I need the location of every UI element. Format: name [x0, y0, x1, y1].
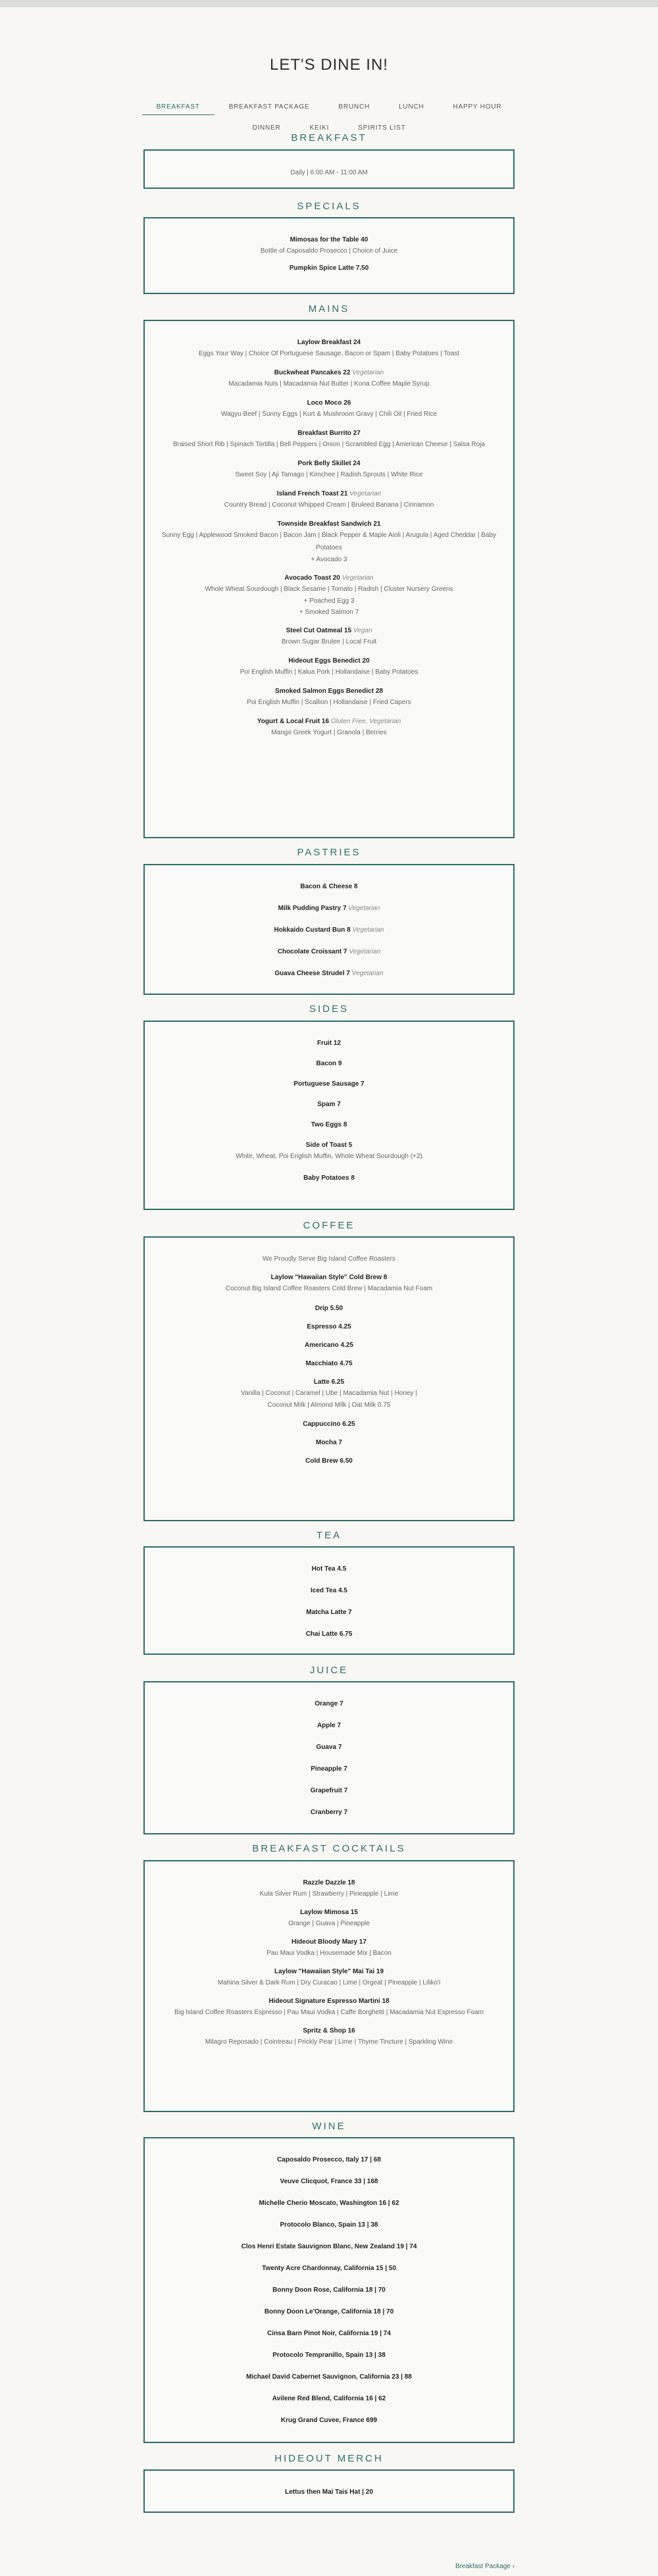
menu-item-name-row	[151, 1100, 507, 1109]
menu-item-name-row	[151, 1141, 507, 1150]
menu-item-name: Guava 7	[316, 1744, 342, 1751]
menu-item	[151, 1700, 507, 1709]
menu-item-name: Bacon 9	[316, 1060, 342, 1067]
menu-item	[151, 2329, 507, 2338]
menu-item-name-row	[151, 1879, 507, 1888]
tab-brunch[interactable]: BRUNCH	[338, 103, 370, 111]
menu-item-name: Hot Tea 4.5	[311, 1565, 347, 1573]
menu-item-name-row	[151, 1565, 507, 1574]
page-title: LET'S DINE IN!	[270, 56, 388, 74]
dietary-tag: Vegetarian	[348, 905, 380, 912]
menu-item-description: Milagro Reposado | Cointreau | Prickly Pear | Lime | Thyme Tincture | Sparkling Wine	[205, 2038, 453, 2046]
menu-item-name-row	[151, 1174, 507, 1183]
menu-item-name-row	[151, 1967, 507, 1977]
menu-item	[151, 1565, 507, 1574]
menu-item-description: Brown Sugar Brulee | Local Fruit	[281, 638, 377, 645]
menu-item-name: Latte 6.25	[313, 1378, 345, 1386]
menu-item-name-row	[151, 1080, 507, 1089]
menu-item-name-row	[151, 969, 507, 978]
dietary-tag: Vegetarian	[352, 926, 384, 934]
menu-item	[151, 1121, 507, 1130]
menu-item-name: Laylow "Hawaiian Style" Cold Brew 8	[270, 1274, 388, 1281]
menu-item-name: Spritz & Shop 16	[303, 2027, 355, 2034]
section-box-wine	[143, 2137, 515, 2443]
menu-item-name-row	[151, 904, 507, 913]
menu-item	[151, 2394, 507, 2404]
menu-item-name-row	[151, 1700, 507, 1709]
menu-item	[151, 1039, 507, 1048]
menu-item-name-row	[151, 2373, 507, 2382]
menu-item-name-row	[151, 1743, 507, 1752]
menu-item-name: Macchiato 4.75	[305, 1360, 353, 1367]
menu-item-name: Guava Cheese Strudel 7	[274, 970, 350, 977]
section-title-specials: SPECIALS	[297, 201, 361, 212]
menu-item	[151, 1323, 507, 1332]
menu-item-name-row	[151, 2286, 507, 2295]
menu-item	[151, 1765, 507, 1774]
menu-item-name-row	[151, 1765, 507, 1774]
menu-item-name: Pumpkin Spice Latte 7.50	[289, 265, 369, 272]
menu-item	[151, 1743, 507, 1752]
menu-item-name: Avilene Red Blend, California 16 | 62	[272, 2395, 386, 2402]
menu-item-name: Drip 5.50	[315, 1305, 343, 1312]
menu-item-name: Avocado Toast 20	[284, 574, 340, 582]
menu-item	[151, 717, 507, 739]
menu-item	[151, 657, 507, 678]
menu-item-name: Grapefruit 7	[310, 1787, 348, 1794]
menu-item	[151, 2027, 507, 2048]
tab-happy-hour[interactable]: HAPPY HOUR	[453, 103, 502, 111]
menu-item-name: Krug Grand Cuvee, France 699	[280, 2417, 378, 2424]
menu-item-name-row	[151, 1438, 507, 1448]
menu-item-name: Cold Brew 6.50	[305, 1457, 353, 1465]
menu-item	[151, 1080, 507, 1089]
dietary-tag: Vegetarian	[342, 574, 374, 582]
menu-item	[151, 1997, 507, 2019]
section-box-mains	[143, 320, 515, 838]
menu-item-description: White, Wheat, Poi English Muffin, Whole Wheat Sourdough (+2)	[236, 1153, 422, 1160]
menu-item	[151, 2373, 507, 2382]
menu-item-name-row	[151, 264, 507, 273]
menu-item-name: Hideout Signature Espresso Martini 18	[268, 1998, 390, 2005]
menu-item-name: Mimosas for the Table 40	[290, 236, 368, 243]
menu-item-name-row	[151, 1608, 507, 1617]
menu-item-description: Eggs Your Way | Choice Of Portuguese Sausage, Bacon or Spam | Baby Potatoes | Toast	[198, 350, 460, 357]
menu-item	[151, 2177, 507, 2186]
section-title-tea: TEA	[316, 1530, 342, 1541]
menu-tabs-row-1	[0, 101, 658, 115]
dietary-tag: Gluten Free, Vegetarian	[330, 718, 401, 725]
menu-item	[151, 1586, 507, 1596]
dietary-tag: Vegan	[353, 627, 372, 634]
menu-item-name: Mocha 7	[315, 1439, 342, 1446]
menu-item-name: Cranberry 7	[310, 1809, 348, 1816]
menu-item-name: Protocolo Tempranillo, Spain 13 | 38	[272, 2352, 386, 2359]
menu-item	[151, 1808, 507, 1817]
menu-item-name: Breakfast Burrito 27	[297, 430, 361, 437]
menu-item-name: Michelle Cherio Moscato, Washington 16 | 62	[259, 2200, 399, 2207]
menu-item	[151, 947, 507, 957]
menu-item	[151, 904, 507, 913]
menu-item-name-row	[151, 2264, 507, 2273]
menu-item	[151, 459, 507, 481]
menu-item	[151, 264, 507, 273]
menu-item-name: Yogurt & Local Fruit 16	[257, 718, 330, 725]
menu-item	[151, 1359, 507, 1369]
tab-spirits-list[interactable]: SPIRITS LIST	[358, 124, 406, 132]
section-box-breakfast	[143, 149, 515, 189]
menu-item-name-row	[151, 520, 507, 529]
menu-item-name: Steel Cut Oatmeal 15	[286, 627, 352, 634]
section-box-specials	[143, 217, 515, 294]
menu-item-name: Chocolate Croissant 7	[277, 948, 347, 955]
browser-top-bar	[0, 0, 658, 7]
menu-item-name: Clos Henri Estate Sauvignon Blanc, New Zealand 19 | 74	[241, 2243, 417, 2250]
menu-item	[151, 1341, 507, 1350]
menu-item-name-row	[151, 2156, 507, 2165]
menu-item	[151, 1273, 507, 1295]
menu-item-name: Michael David Cabernet Sauvignon, California 23 | 88	[246, 2373, 412, 2381]
section-note: We Proudly Serve Big Island Coffee Roasters	[263, 1255, 395, 1263]
menu-item-name: Hideout Bloody Mary 17	[291, 1938, 367, 1946]
menu-item-name-row	[151, 1997, 507, 2006]
menu-item-name: Smoked Salmon Eggs Benedict 28	[275, 688, 383, 695]
menu-item	[151, 1721, 507, 1730]
menu-item	[151, 2156, 507, 2165]
section-title-juice: JUICE	[309, 1665, 349, 1676]
menu-item-name-row	[151, 1457, 507, 1466]
menu-item-name-row	[151, 1323, 507, 1332]
menu-item-name: Bonny Doon Le'Orange, California 18 | 70	[264, 2308, 394, 2315]
menu-item	[151, 1608, 507, 1617]
menu-item-description: Pau Maui Vodka | Housemade Mix | Bacon	[266, 1950, 392, 1957]
section-box-sides	[143, 1021, 515, 1210]
dietary-tag: Vegetarian	[349, 948, 381, 955]
menu-item-description: Mahina Silver & Dark Rum | Dry Curacao | Lime | Orgeat | Pineapple | Liliko'i	[217, 1979, 441, 1986]
menu-item-name: Iced Tea 4.5	[311, 1587, 347, 1594]
section-note: Daily | 6:00 AM - 11:00 AM	[290, 169, 368, 176]
menu-item-description: Braised Short Rib | Spinach Tortilla | Bell Peppers | Onion | Scrambled Egg | American Cheese | Salsa Roja	[173, 441, 485, 448]
menu-item-name-row	[151, 368, 507, 378]
menu-item	[151, 1304, 507, 1313]
menu-item-name-row	[151, 947, 507, 957]
section-box-coffee	[143, 1236, 515, 1521]
menu-item	[151, 1255, 507, 1264]
menu-item-name-row	[151, 429, 507, 438]
section-box-pastries	[143, 864, 515, 995]
menu-item-name-row	[151, 1359, 507, 1369]
menu-item-name-row	[151, 490, 507, 499]
menu-item-name: Pork Belly Skillet 24	[297, 460, 361, 467]
menu-item-name-row	[151, 2394, 507, 2404]
menu-item	[151, 168, 507, 178]
menu-item	[151, 236, 507, 257]
menu-item-name-row	[151, 236, 507, 245]
menu-item-name-row	[151, 574, 507, 583]
menu-item	[151, 1967, 507, 1989]
menu-item-name-row	[151, 2329, 507, 2338]
section-box-juice	[143, 1681, 515, 1834]
tab-keiki[interactable]: KEIKI	[309, 124, 330, 132]
menu-item-name-row	[151, 2416, 507, 2425]
menu-item	[151, 2488, 507, 2497]
menu-item-description: Poi English Muffin | Scallion | Hollandaise | Fried Capers	[247, 699, 411, 706]
menu-item-name-row	[151, 882, 507, 892]
tab-breakfast-package[interactable]: BREAKFAST PACKAGE	[228, 103, 310, 111]
menu-item-name-row	[151, 1304, 507, 1313]
menu-item-name-row	[151, 1908, 507, 1917]
menu-item-name-row	[151, 687, 507, 696]
menu-item-addon: Coconut Milk | Almond Milk | Oat Milk 0.75	[267, 1402, 391, 1409]
menu-item-name-row	[151, 717, 507, 726]
menu-item-name: Side of Toast 5	[305, 1142, 353, 1149]
menu-item	[151, 574, 507, 618]
menu-item	[151, 429, 507, 451]
menu-item-name: Baby Potatoes 8	[303, 1174, 355, 1182]
menu-item-name: Hokkaido Custard Bun 8	[274, 926, 351, 934]
menu-item-description: Sunny Egg | Applewood Smoked Bacon | Bacon Jam | Black Pepper & Maple Aioli | Arugula | Aged Cheddar | Baby Potatoes	[161, 532, 497, 551]
menu-item-name-row	[151, 1630, 507, 1639]
menu-item-name: Apple 7	[316, 1722, 342, 1729]
dietary-tag: Vegetarian	[351, 970, 384, 977]
menu-item-addon: + Poached Egg 3	[303, 597, 355, 605]
section-title-breakfast: BREAKFAST	[291, 132, 367, 143]
menu-item-name-row	[151, 2027, 507, 2036]
menu-item	[151, 1938, 507, 1959]
menu-item-description: Coconut Big Island Coffee Roasters Cold Brew | Macadamia Nut Foam	[225, 1285, 433, 1292]
menu-item-name-row	[151, 2488, 507, 2497]
menu-item-name: Milk Pudding Pastry 7	[278, 905, 347, 912]
menu-item-description: Poi English Muffin | Kalua Pork | Hollandaise | Baby Potatoes	[240, 669, 418, 676]
menu-item	[151, 1630, 507, 1639]
section-box-tea	[143, 1546, 515, 1655]
section-title-wine: WINE	[312, 2121, 346, 2132]
section-title-mains: MAINS	[308, 303, 350, 315]
menu-item	[151, 1457, 507, 1466]
tab-dinner[interactable]: DINNER	[252, 124, 281, 132]
menu-item-name: Cinsa Barn Pinot Noir, California 19 | 74	[267, 2330, 391, 2337]
menu-item-description: Orange | Guava | Pineapple	[288, 1920, 370, 1927]
menu-item-name-row	[151, 1786, 507, 1796]
section-box-hideout-merch	[143, 2469, 515, 2513]
chevron-right-icon: ›	[512, 2563, 515, 2570]
menu-item-name-row	[151, 657, 507, 666]
menu-item-description: Vanilla | Coconut | Caramel | Ube | Macadamia Nut | Honey |	[241, 1390, 417, 1397]
menu-item-name: Veuve Clicquot, France 33 | 168	[280, 2178, 378, 2185]
menu-item	[151, 368, 507, 390]
menu-item	[151, 1420, 507, 1429]
menu-item	[151, 520, 507, 565]
menu-item-name-row	[151, 459, 507, 468]
menu-item	[151, 926, 507, 935]
menu-item-description: Big Island Coffee Roasters Espresso | Pau Maui Vodka | Caffe Borghetti | Macadamia Nut Espresso Foam	[174, 2009, 484, 2016]
menu-item	[151, 626, 507, 648]
menu-item	[151, 1908, 507, 1930]
menu-item-name: Laylow Breakfast 24	[297, 339, 361, 346]
menu-item-name: Espresso 4.25	[307, 1323, 351, 1330]
menu-item-name: Bacon & Cheese 8	[300, 883, 358, 890]
menu-item-addon: + Avocado 3	[311, 556, 347, 563]
menu-item	[151, 1141, 507, 1163]
menu-item-description: Country Bread | Coconut Whipped Cream | Bruleed Banana | Cinnamon	[224, 501, 434, 509]
menu-item	[151, 1879, 507, 1900]
menu-item	[151, 2264, 507, 2273]
tab-breakfast[interactable]: BREAKFAST	[142, 101, 215, 115]
menu-item-name: Island French Toast 21	[276, 490, 348, 497]
menu-item-description: Whole Wheat Sourdough | Black Sesame | Tomato | Radish | Cluster Nursery Greens	[205, 586, 453, 593]
menu-item-name-row	[151, 1721, 507, 1730]
menu-item-name: Protocolo Blanco, Spain 13 | 38	[280, 2221, 378, 2229]
menu-item-name-row	[151, 399, 507, 408]
menu-item-name: Laylow "Hawaiian Style" Mai Tai 19	[274, 1968, 384, 1975]
menu-item-name: Spam 7	[317, 1101, 341, 1108]
menu-item-name: Bonny Doon Rose, California 18 | 70	[272, 2286, 386, 2294]
menu-item-name: Caposaldo Prosecco, Italy 17 | 68	[277, 2156, 381, 2163]
menu-item-name: Twenty Acre Chardonnay, California 15 | 50	[262, 2265, 396, 2272]
menu-item-name-row	[151, 2351, 507, 2360]
menu-item-name: Lettus then Mai Tais Hat | 20	[285, 2488, 373, 2496]
menu-item	[151, 1100, 507, 1109]
section-box-breakfast-cocktails	[143, 1860, 515, 2112]
menu-item	[151, 2416, 507, 2425]
menu-item-name: Fruit 12	[316, 1040, 342, 1047]
menu-item-name: Razzle Dazzle 18	[303, 1879, 355, 1886]
section-title-pastries: PASTRIES	[297, 847, 361, 858]
menu-item	[151, 687, 507, 709]
section-title-breakfast-cocktails: BREAKFAST COCKTAILS	[252, 1843, 406, 1854]
menu-item-addon: + Smoked Salmon 7	[299, 609, 359, 616]
menu-item-name: Hideout Eggs Benedict 20	[288, 657, 370, 665]
menu-item-name-row	[151, 1341, 507, 1350]
menu-item	[151, 399, 507, 420]
menu-item-name: Buckwheat Pancakes 22	[274, 369, 351, 376]
menu-item	[151, 1378, 507, 1411]
menu-item-name: Matcha Latte 7	[306, 1609, 352, 1616]
menu-item-name: Townside Breakfast Sandwich 21	[277, 520, 381, 528]
menu-item-description: Macadamia Nuts | Macadamia Nut Butter | Kona Coffee Maple Syrup	[228, 380, 430, 388]
menu-item-name-row	[151, 2177, 507, 2186]
menu-item-name: Americano 4.25	[305, 1342, 353, 1349]
menu-item-name-row	[151, 1039, 507, 1048]
menu-item	[151, 2221, 507, 2230]
menu-item-name-row	[151, 1586, 507, 1596]
menu-item	[151, 2308, 507, 2317]
menu-item-description: Mango Greek Yogurt | Granola | Berries	[271, 729, 387, 736]
section-title-hideout-merch: HIDEOUT MERCH	[274, 2453, 384, 2464]
menu-item	[151, 2286, 507, 2295]
menu-item-name: Pineapple 7	[311, 1765, 347, 1773]
next-page-label: Breakfast Package	[455, 2563, 511, 2570]
menu-item	[151, 1438, 507, 1448]
menu-item-name-row	[151, 2308, 507, 2317]
menu-item-name: Two Eggs 8	[311, 1121, 347, 1128]
menu-item-description: Bottle of Caposaldo Prosecco | Choice of Juice	[260, 247, 398, 255]
menu-item-name: Laylow Mimosa 15	[300, 1909, 358, 1916]
menu-item-description: Kula Silver Rum | Strawberry | Pineapple | Lime	[259, 1890, 399, 1898]
dietary-tag: Vegetarian	[349, 490, 382, 497]
section-title-coffee: COFFEE	[303, 1220, 355, 1231]
menu-item-name-row	[151, 1808, 507, 1817]
menu-item-name-row	[151, 2199, 507, 2208]
menu-item-name: Portuguese Sausage 7	[293, 1080, 365, 1088]
menu-item-name-row	[151, 1121, 507, 1130]
menu-item-name-row	[151, 1420, 507, 1429]
menu-item	[151, 1786, 507, 1796]
menu-item	[151, 338, 507, 360]
menu-tabs	[0, 101, 658, 135]
menu-item-name-row	[151, 926, 507, 935]
menu-item-name-row	[151, 2242, 507, 2252]
menu-item-name-row	[151, 1059, 507, 1069]
menu-item-name: Loco Moco 26	[307, 399, 351, 407]
menu-item-name-row	[151, 338, 507, 347]
dietary-tag: Vegetarian	[352, 369, 384, 376]
menu-item-name-row	[151, 1938, 507, 1947]
menu-item	[151, 1174, 507, 1183]
menu-item	[151, 2199, 507, 2208]
menu-item	[151, 2351, 507, 2360]
menu-item-name-row	[151, 626, 507, 636]
menu-item	[151, 1059, 507, 1069]
menu-item-name: Cappuccino 6.25	[303, 1421, 355, 1428]
menu-item-name: Orange 7	[315, 1700, 343, 1707]
next-page-link[interactable]	[455, 2563, 515, 2570]
tab-lunch[interactable]: LUNCH	[399, 103, 424, 111]
menu-item-name-row	[151, 1378, 507, 1387]
menu-item-name: Chai Latte 6.75	[305, 1630, 353, 1638]
menu-item	[151, 882, 507, 892]
menu-item	[151, 2242, 507, 2252]
menu-item	[151, 969, 507, 978]
menu-item-name-row	[151, 2221, 507, 2230]
menu-item-description: Wagyu Beef | Sunny Eggs | Kurt & Mushroom Gravy | Chili Oil | Fried Rice	[221, 411, 437, 418]
menu-item-description: Sweet Soy | Aji Tamago | Kimchee | Radish Sprouts | White Rice	[235, 471, 423, 478]
menu-item-name-row	[151, 1273, 507, 1282]
menu-item	[151, 490, 507, 511]
section-title-sides: SIDES	[309, 1003, 349, 1015]
